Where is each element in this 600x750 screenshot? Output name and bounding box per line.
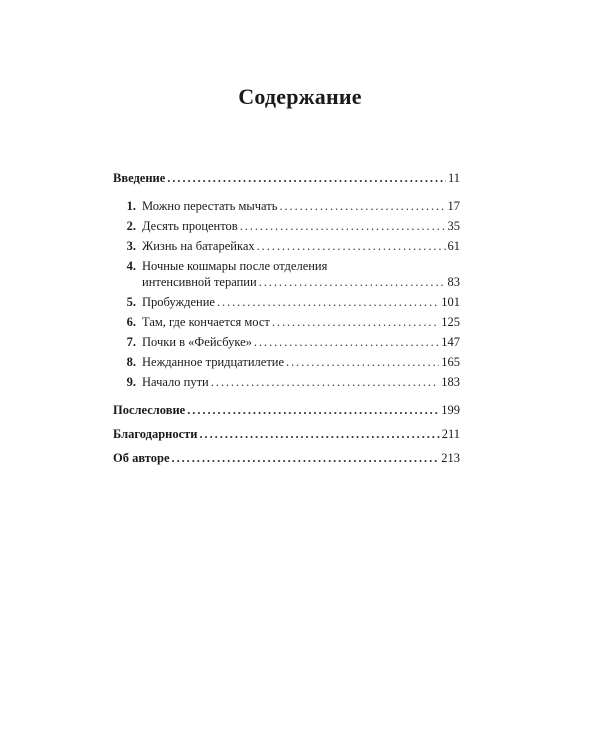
- dot-leader: [272, 314, 439, 330]
- chapter-page-number: 147: [441, 335, 460, 349]
- chapter-page-number: 183: [441, 375, 460, 389]
- dot-leader: [240, 218, 446, 234]
- toc-page-number: 199: [441, 403, 460, 417]
- toc-entry-label: Введение: [113, 171, 166, 185]
- dot-leader: [279, 198, 445, 214]
- toc-entry-about-author[interactable]: [113, 450, 460, 466]
- toc-chapter-6[interactable]: [113, 314, 460, 330]
- toc-chapter-4[interactable]: [113, 258, 460, 290]
- toc-entry-label: Об авторе: [113, 451, 170, 465]
- toc-chapter-3[interactable]: [113, 238, 460, 254]
- toc-chapter-2[interactable]: [113, 218, 460, 234]
- page-title: Содержание: [238, 84, 362, 109]
- chapter-title-line-2: интенсивной терапии: [142, 275, 257, 289]
- toc-entry-intro[interactable]: [113, 170, 460, 186]
- chapter-title: Нежданное тридцатилетие: [142, 355, 285, 369]
- chapter-page-number: 83: [447, 275, 460, 289]
- chapter-page-number: 101: [441, 295, 460, 309]
- dot-leader: [187, 402, 439, 418]
- dot-leader: [259, 274, 446, 290]
- dot-leader: [167, 170, 446, 186]
- chapter-page-number: 125: [441, 315, 460, 329]
- chapter-title: Начало пути: [142, 375, 209, 389]
- chapter-number: 3.: [126, 239, 136, 253]
- chapter-title-line-1: Ночные кошмары после отделения: [142, 259, 328, 273]
- dot-leader: [172, 450, 440, 466]
- toc-page-number: 11: [447, 171, 460, 185]
- toc-chapter-9[interactable]: [113, 374, 460, 390]
- toc-chapter-8[interactable]: [113, 354, 460, 370]
- toc-page-number: 213: [441, 451, 460, 465]
- chapter-number: 4.: [126, 259, 136, 273]
- chapter-page-number: 17: [447, 199, 460, 213]
- toc-chapter-7[interactable]: [113, 334, 460, 350]
- toc-entry-label: Благодарности: [113, 427, 198, 441]
- chapter-title: Почки в «Фейсбуке»: [142, 335, 252, 349]
- dot-leader: [254, 334, 439, 350]
- chapter-title: Пробуждение: [142, 295, 215, 309]
- dot-leader: [200, 426, 440, 442]
- toc-chapter-5[interactable]: [113, 294, 460, 310]
- chapter-page-number: 61: [447, 239, 460, 253]
- toc-page-number: 211: [441, 427, 460, 441]
- chapter-number: 1.: [126, 199, 136, 213]
- dot-leader: [211, 374, 440, 390]
- dot-leader: [286, 354, 439, 370]
- chapter-title: Можно перестать мычать: [142, 199, 278, 213]
- table-of-contents: [113, 170, 460, 466]
- chapter-title: Жизнь на батарейках: [142, 239, 255, 253]
- chapter-number: 8.: [126, 355, 136, 369]
- chapter-page-number: 165: [441, 355, 460, 369]
- toc-entry-acknowledgements[interactable]: [113, 426, 460, 442]
- chapter-number: 7.: [126, 335, 136, 349]
- toc-chapter-1[interactable]: [113, 198, 460, 214]
- chapter-number: 9.: [126, 375, 136, 389]
- chapter-number: 2.: [126, 219, 136, 233]
- chapter-title: Десять процентов: [142, 219, 238, 233]
- chapter-number: 5.: [126, 295, 136, 309]
- chapter-page-number: 35: [447, 219, 460, 233]
- toc-entry-afterword[interactable]: [113, 402, 460, 418]
- toc-entry-label: Послесловие: [113, 403, 186, 417]
- dot-leader: [257, 238, 446, 254]
- chapter-title: Там, где кончается мост: [142, 315, 270, 329]
- chapter-number: 6.: [126, 315, 136, 329]
- dot-leader: [217, 294, 439, 310]
